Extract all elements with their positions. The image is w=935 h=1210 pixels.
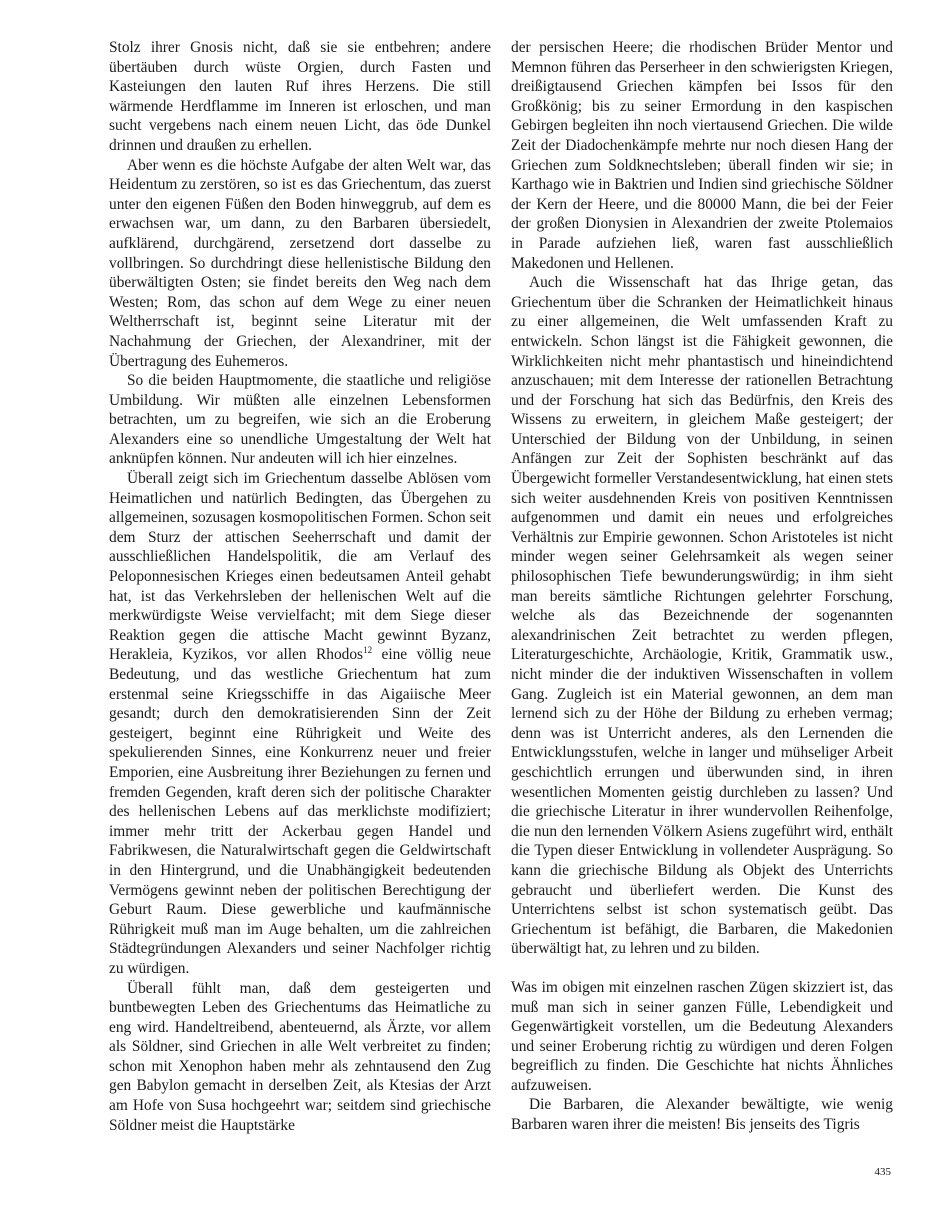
- paragraph-text: Überall zeigt sich im Griechentum dasselbe Ablösen vom Heimatlichen und natürlich Bedingten, das Übergehen zu allgemeinen, sozusagen kosmopolitischen Formen. Schon seit dem Sturz der attischen Seeherrschaft und damit der ausschließlichen Handelspolitik, die am Verlauf des Peloponnesischen Krieges einen bedeutsamen Anteil gehabt hat, ist das Verkehrsleben der hellenischen Welt auf die merkwürdigste Weise vervielfacht; mit dem Siege dieser Reaktion gegen die attische Macht gewinnt Byzanz, Herakleia, Kyzikos, vor allen Rhodos: [109, 470, 491, 664]
- paragraph: Überall fühlt man, daß dem gesteigerten und buntbewegten Leben des Griechentums das Heimatliche zu eng wird. Handeltreibend, abenteuernd, als Ärzte, vor allem als Söldner, sind Griechen in alle Welt verbreitet zu finden; schon mit Xenophon haben mehr als zehntausend den Zug gen Babylon gemacht in derselben Zeit, als Ktesias der Arzt am Hofe von Susa hochgeehrt war; seitdem sind griechische Söldner meist die Hauptstärke: [109, 979, 491, 1134]
- page-number: 435: [874, 1166, 891, 1178]
- paragraph: Stolz ihrer Gnosis nicht, daß sie sie entbehren; andere übertäuben durch wüste Orgien, durch Fasten und Kasteiungen den lauten Ruf ihres Herzens. Die still wärmende Herdflamme im Inneren ist erloschen, und man sucht vergebens nach einem neuen Licht, das öde Dunkel drinnen und draußen zu erhellen.: [109, 39, 491, 154]
- paragraph: Auch die Wissenschaft hat das Ihrige getan, das Griechentum über die Schranken der Heimatlichkeit hinaus zu einer allgemeinen, die Welt umfassenden Kraft zu entwickeln. Schon längst ist die Fähigkeit gewonnen, die Wirklichkeiten nicht mehr phantastisch und hineindichtend anzuschauen; mit dem Interesse der rationellen Betrachtung und der Forschung hat sich das Bedürfnis, den Kreis des Wissens zu erweitern, in gleichem Maße gesteigert; der Unterschied der Bildung von der Unbildung, in seinen Anfängen zur Zeit der Sophisten beschränkt auf das Übergewicht formeller Verstandesentwicklung, hat einen stets sich weiter ausdehnenden Kreis von positiven Kenntnissen aufgenommen und damit ein neues und erfolgreiches Verhältnis zur Empirie gewonnen. Schon Aristoteles ist nicht minder wegen seiner Gelehrsamkeit als wegen seiner philosophischen Tiefe bewunderungswürdig; in ihm sieht man bereits sämtliche Richtungen gelehrter Forschung, welche als das Bezeichnende der sogenannten alexandrinischen Zeit betrachtet zu werden pflegen, Literaturgeschichte, Archäologie, Kritik, Grammatik usw., nicht minder die der induktiven Wissenschaften in vollem Gang. Zugleich ist ein Material gewonnen, an dem man lernend sich zu der Höhe der Bildung zu erheben vermag; denn was ist Unterricht anderes, als den Lernenden die Entwicklungsstufen, welche in langer und mühseliger Arbeit geschichtlich errungen und überwunden sind, in ihren wesentlichen Momenten geistig durchleben zu lassen? Und die griechische Literatur in ihrer wundervollen Reihenfolge, die nun den lernenden Völkern Asiens zugeführt wird, enthält die Typen dieser Entwicklung in vollendeter Ausprägung. So kann die griechische Bildung als Objekt des Unterrichts gebraucht und überliefert werden. Die Kunst des Unterrichtens selbst ist schon systematisch geübt. Das Griechentum ist befähigt, die Barbaren, die Makedonien überwältigt hat, zu lehren und zu bilden.: [511, 274, 893, 958]
- paragraph-with-footnote: [109, 469, 491, 978]
- paragraph: Was im obigen mit einzelnen raschen Zügen skizziert ist, das muß man sich in seiner ganzen Fülle, Lebendigkeit und Gegenwärtigkeit vorstellen, um die Bedeutung Alexanders und seiner Eroberung richtig zu würdigen und deren Folgen begreiflich zu finden. Die Geschichte hat nichts Ähnliches aufzuweisen.: [511, 978, 893, 1094]
- right-text-column: [511, 38, 893, 1135]
- paragraph: Aber wenn es die höchste Aufgabe der alten Welt war, das Heidentum zu zerstören, so ist es das Griechentum, das zuerst unter den eigenen Füßen den Boden hinweggrub, auf dem es erwachsen war, um dann, zu den Barbaren übersiedelt, aufklärend, durchgärend, zersetzend dort dasselbe zu vollbringen. So durchdringt diese hellenistische Bildung den überwältigten Osten; sie findet bereits den Weg nach dem Westen; Rom, das schon auf dem Wege zu einer neuen Weltherrschaft ist, beginnt seine Literatur mit der Nachahmung der Griechen, der Alexandriner, mit der Übertragung des Euhemeros.: [109, 156, 491, 370]
- paragraph-text: eine völlig neue Bedeutung, und das westliche Griechentum hat zum erstenmal seine Kriegsschiffe in das Aigaiische Meer gesandt; durch den demokratisierenden Sinn der Zeit gesteigert, beginnt eine Rührigkeit und Weite des spekulierenden Sinnes, eine Konkurrenz neuer und freier Emporien, eine Ausbreitung ihrer Beziehungen zu fernen und fremden Gegenden, kraft deren sich der politische Charakter des hellenischen Lebens auf das merklichste modifiziert; immer mehr tritt der Ackerbau gegen Handel und Fabrikwesen, die Naturalwirtschaft gegen die Geldwirtschaft in den Hintergrund, und die Unabhängigkeit bedeutenden Vermögens gewinnt neben der politischen Berechtigung der Geburt Raum. Diese gewerbliche und kaufmännische Rührigkeit muß man im Auge behalten, um die zahlreichen Städtegründungen Alexanders und seiner Nachfolger richtig zu würdigen.: [109, 646, 492, 977]
- footnote-marker: 12: [363, 645, 373, 656]
- paragraph: der persischen Heere; die rhodischen Brüder Mentor und Memnon führen das Perserheer in den schwierigsten Kriegen, dreißigtausend Griechen kämpfen bei Issos für den Großkönig; bis zu seiner Ermordung in den kaspischen Gebirgen begleiten ihn noch viertausend Griechen. Die wilde Zeit der Diadochenkämpfe mehrte nur noch diesen Hang der Griechen zum Soldknechtsleben; überall finden wir sie; in Karthago wie in Baktrien und Indien sind griechische Söldner der Kern der Heere, und die 80000 Mann, die bei der Feier der großen Dionysien in Alexandrien der zweite Ptolemaios in Parade aufziehen ließ, waren fast ausschließlich Makedonen und Hellenen.: [511, 39, 893, 272]
- paragraph: So die beiden Hauptmomente, die staatliche und religiöse Umbildung. Wir müßten alle einzelnen Lebensformen betrachten, um zu begreifen, wie sich an die Eroberung Alexanders eine so unendliche Umgestaltung der Welt hat anknüpfen können. Nur andeuten will ich hier einzelnes.: [109, 372, 491, 468]
- left-text-column: [109, 38, 491, 1135]
- paragraph: Die Barbaren, die Alexander bewältigte, wie wenig Barbaren waren ihrer die meisten! Bis jenseits des Tigris: [511, 1096, 893, 1134]
